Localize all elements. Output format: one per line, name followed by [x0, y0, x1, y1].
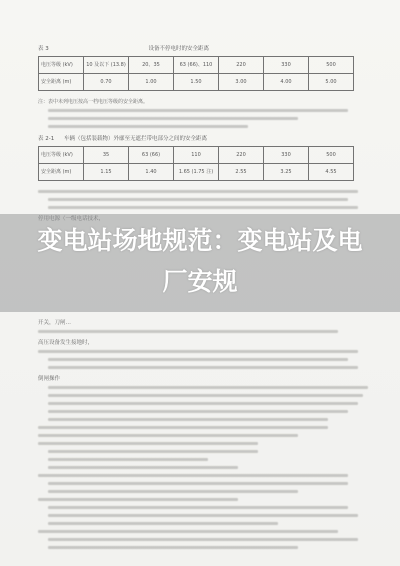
table1-value-cell: 3.00 — [219, 74, 264, 91]
table1-header-cell: 330 — [264, 57, 309, 74]
text-line — [48, 450, 258, 453]
table2-caption — [38, 134, 207, 142]
text-line — [48, 206, 358, 209]
text-line — [48, 117, 298, 120]
table2-header-cell: 35 — [84, 147, 129, 164]
text-line — [48, 514, 358, 517]
table1-caption-number: 表 3 — [38, 46, 49, 52]
text-fragment: 高压设备发生接地时， — [38, 340, 94, 346]
text-line — [48, 410, 348, 413]
table-row — [39, 147, 354, 164]
table-row — [39, 164, 354, 181]
text-line — [48, 506, 348, 509]
text-line — [48, 366, 358, 369]
text-line — [38, 474, 348, 477]
text-fragment: 倒闸操作 — [38, 376, 61, 382]
text-line — [48, 458, 208, 461]
table2-value-cell: 4.55 — [309, 164, 354, 181]
table1-safety-distance — [38, 56, 354, 91]
text-line — [48, 418, 328, 421]
table1-value-cell: 1.50 — [174, 74, 219, 91]
table2-caption-number: 表 2-1 — [38, 136, 55, 142]
text-line — [48, 125, 248, 128]
text-line — [38, 330, 338, 333]
text-line — [48, 394, 363, 397]
table-row — [39, 57, 354, 74]
table-row — [39, 74, 354, 91]
table2-value-cell: 2.55 — [219, 164, 264, 181]
text-line — [48, 386, 368, 389]
table1-caption-title: 设备不停电时的安全距离 — [148, 46, 210, 52]
table2-header-cell: 电压等级 (kV) — [39, 147, 84, 164]
text-line — [48, 402, 358, 405]
table1-header-cell: 500 — [309, 57, 354, 74]
text-line — [38, 498, 238, 501]
table1-header-cell: 电压等级 (kV) — [39, 57, 84, 74]
text-fragment: 开关，刀闸… — [38, 320, 72, 326]
text-line — [48, 466, 238, 469]
table2-header-cell: 330 — [264, 147, 309, 164]
table2-caption-title: 车辆（包括装载物）外廓至无遮拦带电部分之间的安全距离 — [63, 136, 207, 142]
table1-header-cell: 220 — [219, 57, 264, 74]
text-line — [48, 522, 278, 525]
table2-header-cell: 110 — [174, 147, 219, 164]
text-line — [48, 546, 298, 549]
text-line — [38, 442, 258, 445]
table2-value-cell: 1.15 — [84, 164, 129, 181]
text-line — [48, 198, 348, 201]
table1-caption — [38, 44, 209, 52]
text-line — [38, 530, 338, 533]
table1-header-cell: 20、35 — [129, 57, 174, 74]
text-line — [38, 190, 358, 193]
text-line — [38, 350, 358, 353]
text-line — [48, 109, 348, 112]
text-line — [38, 434, 298, 437]
table1-header-cell: 10 及以下 (13.8) — [84, 57, 129, 74]
table2-vehicle-distance — [38, 146, 354, 181]
table1-value-cell: 4.00 — [264, 74, 309, 91]
table2-value-cell: 1.40 — [129, 164, 174, 181]
table2-header-cell: 220 — [219, 147, 264, 164]
table2-row-label: 安全距离 (m) — [39, 164, 84, 181]
text-line — [38, 426, 328, 429]
table2-header-cell: 500 — [309, 147, 354, 164]
text-line — [48, 538, 358, 541]
table1-value-cell: 1.00 — [129, 74, 174, 91]
page-title: 变电站场地规范：变电站及电厂安规 — [37, 226, 363, 296]
table1-header-cell: 63 (66)、110 — [174, 57, 219, 74]
table2-header-cell: 63 (66) — [129, 147, 174, 164]
table1-row-label: 安全距离 (m) — [39, 74, 84, 91]
table1-value-cell: 0.70 — [84, 74, 129, 91]
table2-value-cell: 3.25 — [264, 164, 309, 181]
text-line — [48, 358, 348, 361]
text-line — [48, 490, 298, 493]
table2-value-cell: 1.65 (1.75 注) — [174, 164, 219, 181]
table1-value-cell: 5.00 — [309, 74, 354, 91]
table1-note: 注：表中未列电压按高一档电压等级的安全距离。 — [38, 99, 149, 105]
text-line — [48, 482, 348, 485]
